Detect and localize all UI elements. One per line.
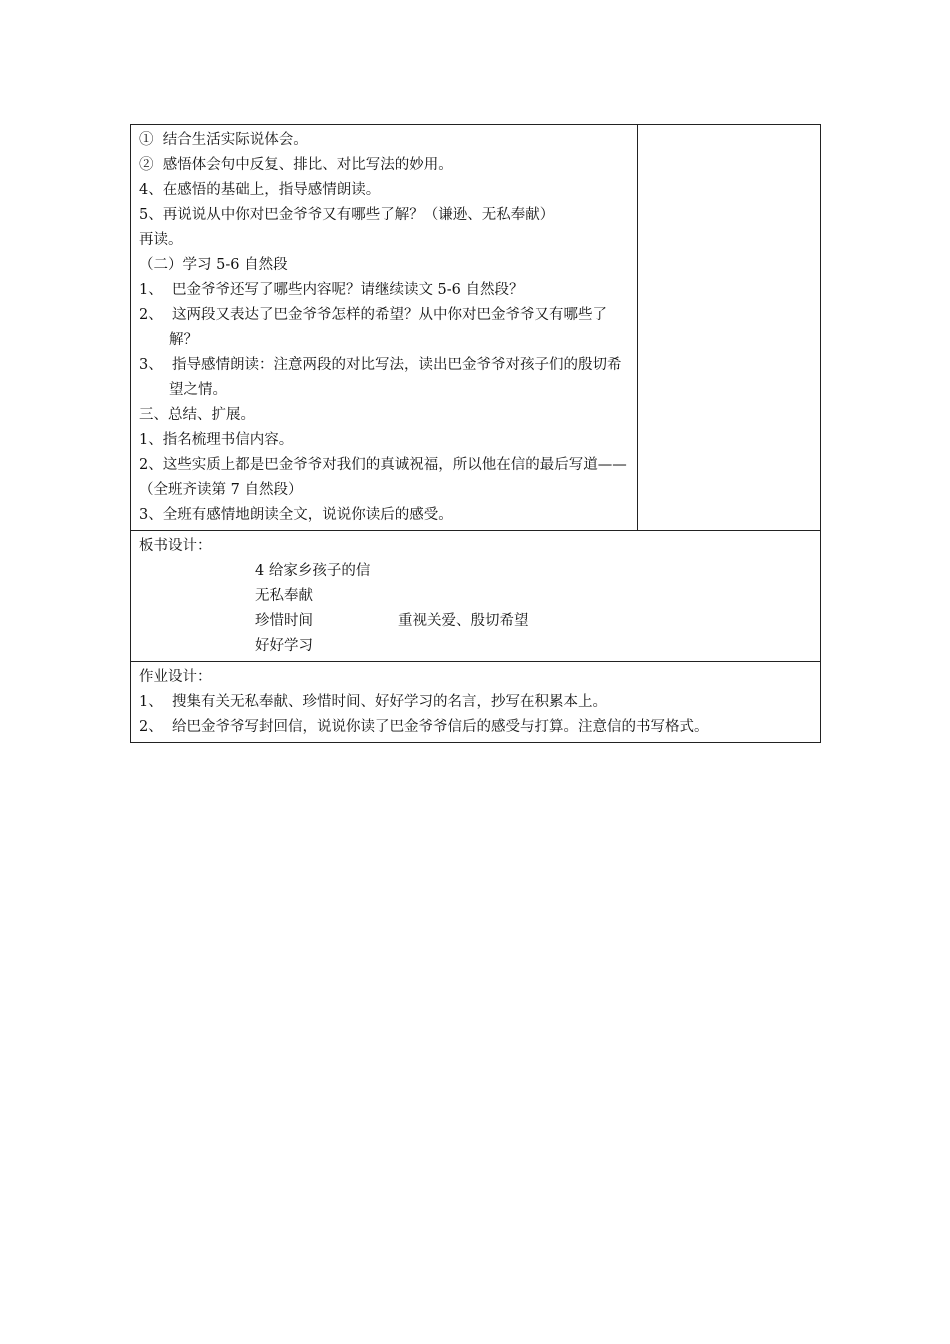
homework-cell xyxy=(131,662,821,743)
section-heading: （二）学习 5-6 自然段 xyxy=(139,257,288,273)
board-item: 无私奉献 xyxy=(255,588,313,604)
step-line: ① 结合生活实际说体会。 xyxy=(139,132,308,148)
homework-item: 2、 给巴金爷爷写封回信，说说你读了巴金爷爷信后的感受与打算。注意信的书写格式。 xyxy=(139,719,709,735)
step-line: 2、这些实质上都是巴金爷爷对我们的真诚祝福，所以他在信的最后写道——（全班齐读第 7 自然段） xyxy=(139,457,627,498)
board-row xyxy=(139,634,812,659)
step-line: 3、 指导感情朗读：注意两段的对比写法，读出巴金爷爷对孩子们的殷切希望之情。 xyxy=(139,357,622,398)
board-item: 珍惜时间 xyxy=(255,613,313,629)
step-line: 再读。 xyxy=(139,232,183,248)
board-design-cell xyxy=(131,531,821,662)
homework-heading: 作业设计： xyxy=(139,669,212,685)
board-item: 重视关爱、殷切希望 xyxy=(398,613,529,629)
lesson-plan-table xyxy=(130,124,821,743)
step-line: 1、 巴金爷爷还写了哪些内容呢？请继续读文 5-6 自然段？ xyxy=(139,282,524,298)
lesson-steps-cell xyxy=(131,125,638,531)
lesson-steps-row xyxy=(131,125,821,531)
board-row xyxy=(139,584,812,609)
board-title: 4 给家乡孩子的信 xyxy=(255,563,371,579)
step-line: ② 感悟体会句中反复、排比、对比写法的妙用。 xyxy=(139,157,453,173)
board-design-row xyxy=(131,531,821,662)
step-line: 5、再说说从中你对巴金爷爷又有哪些了解？（谦逊、无私奉献） xyxy=(139,207,555,223)
step-line: 3、全班有感情地朗读全文，说说你读后的感受。 xyxy=(139,507,453,523)
board-row xyxy=(139,609,812,634)
section-heading: 三、总结、扩展。 xyxy=(139,407,255,423)
step-line: 4、在感悟的基础上，指导感情朗读。 xyxy=(139,182,381,198)
step-line: 2、 这两段又表达了巴金爷爷怎样的希望？从中你对巴金爷爷又有哪些了解？ xyxy=(139,307,607,348)
notes-cell xyxy=(638,125,821,531)
board-item: 好好学习 xyxy=(255,638,313,654)
homework-row xyxy=(131,662,821,743)
board-title-row xyxy=(139,559,812,584)
homework-item: 1、 搜集有关无私奉献、珍惜时间、好好学习的名言，抄写在积累本上。 xyxy=(139,694,607,710)
step-line: 1、指名梳理书信内容。 xyxy=(139,432,294,448)
board-design-heading: 板书设计： xyxy=(139,538,212,554)
